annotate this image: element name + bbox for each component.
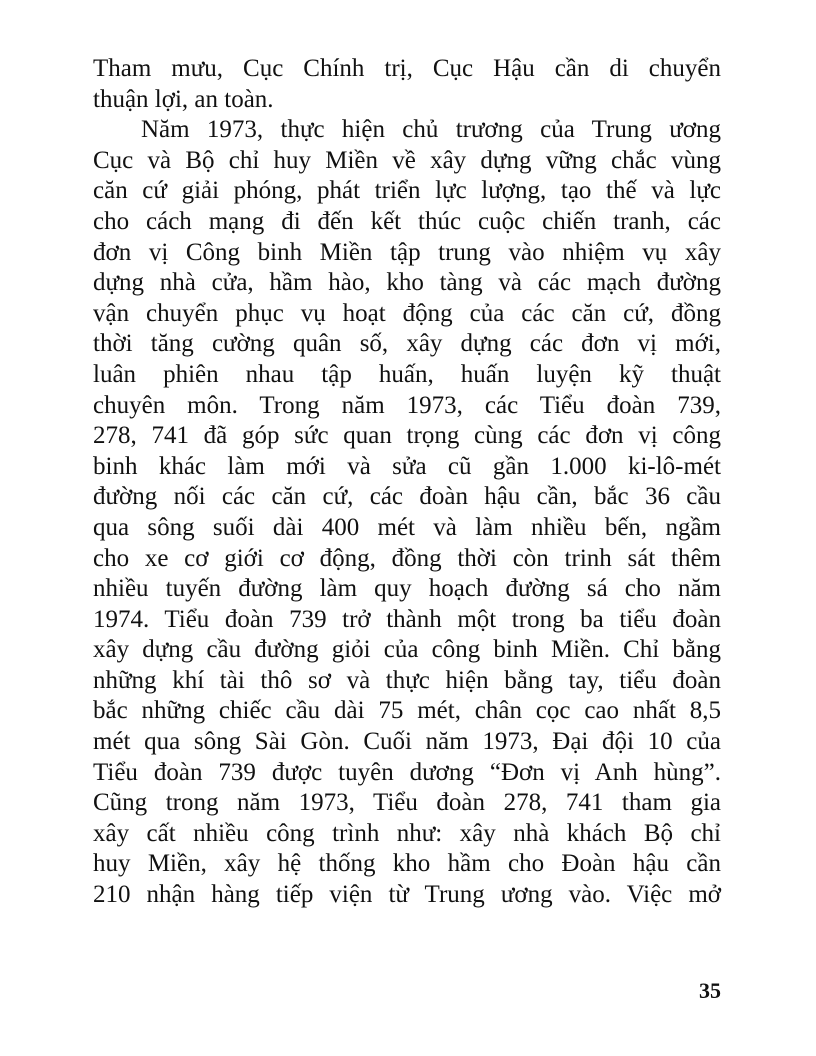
- text-line: binh khác làm mới và sửa cũ gần 1.000 ki-lô-mét: [93, 452, 721, 480]
- text-line: Tham mưu, Cục Chính trị, Cục Hậu cần di chuyển: [93, 55, 721, 82]
- text-line: Tiểu đoàn 739 được tuyên dương “Đơn vị Anh hùng”.: [93, 758, 721, 786]
- text-line: 210 nhận hàng tiếp viện từ Trung ương vào. Việc mở: [93, 881, 721, 909]
- text-line: qua sông suối dài 400 mét và làm nhiều bến, ngầm: [93, 513, 721, 541]
- text-line: căn cứ giải phóng, phát triển lực lượng, tạo thế và lực: [93, 177, 721, 205]
- text-line: xây dựng cầu đường giỏi của công binh Miền. Chỉ bằng: [93, 636, 721, 664]
- text-line: vận chuyển phục vụ hoạt động của các căn cứ, đồng: [93, 299, 721, 327]
- text-line: Năm 1973, thực hiện chủ trương của Trung ương: [141, 116, 721, 144]
- text-line: luân phiên nhau tập huấn, huấn luyện kỹ thuật: [93, 360, 721, 388]
- text-line: dựng nhà cửa, hầm hào, kho tàng và các mạch đường: [93, 269, 721, 297]
- paragraph-continued: [93, 54, 721, 115]
- text-line: Cục và Bộ chỉ huy Miền về xây dựng vững chắc vùng: [93, 146, 721, 174]
- text-line: xây cất nhiều công trình như: xây nhà khách Bộ chỉ: [93, 819, 721, 847]
- text-line: chuyên môn. Trong năm 1973, các Tiểu đoàn 739,: [93, 391, 721, 419]
- text-line: mét qua sông Sài Gòn. Cuối năm 1973, Đại đội 10 của: [93, 728, 721, 756]
- text-line: nhiều tuyến đường làm quy hoạch đường sá cho năm: [93, 575, 721, 603]
- text-line: đơn vị Công binh Miền tập trung vào nhiệm vụ xây: [93, 238, 721, 266]
- text-line: Cũng trong năm 1973, Tiểu đoàn 278, 741 tham gia: [93, 789, 721, 817]
- text-line: những khí tài thô sơ và thực hiện bằng tay, tiểu đoàn: [93, 666, 721, 694]
- text-line: 278, 741 đã góp sức quan trọng cùng các đơn vị công: [93, 422, 721, 450]
- text-line: huy Miền, xây hệ thống kho hầm cho Đoàn hậu cần: [93, 850, 721, 878]
- text-line: bắc những chiếc cầu dài 75 mét, chân cọc cao nhất 8,5: [93, 697, 721, 725]
- text-line: đường nối các căn cứ, các đoàn hậu cần, bắc 36 cầu: [93, 483, 721, 511]
- text-line: thuận lợi, an toàn.: [93, 85, 274, 113]
- text-line: cho cách mạng đi đến kết thúc cuộc chiến tranh, các: [93, 207, 721, 235]
- paragraph-1973: [93, 115, 721, 910]
- page-number: 35: [699, 978, 721, 1003]
- text-line: 1974. Tiểu đoàn 739 trở thành một trong ba tiểu đoàn: [93, 605, 721, 633]
- page-body: [93, 54, 721, 911]
- text-line: cho xe cơ giới cơ động, đồng thời còn trinh sát thêm: [93, 544, 721, 572]
- text-line: thời tăng cường quân số, xây dựng các đơn vị mới,: [93, 330, 721, 358]
